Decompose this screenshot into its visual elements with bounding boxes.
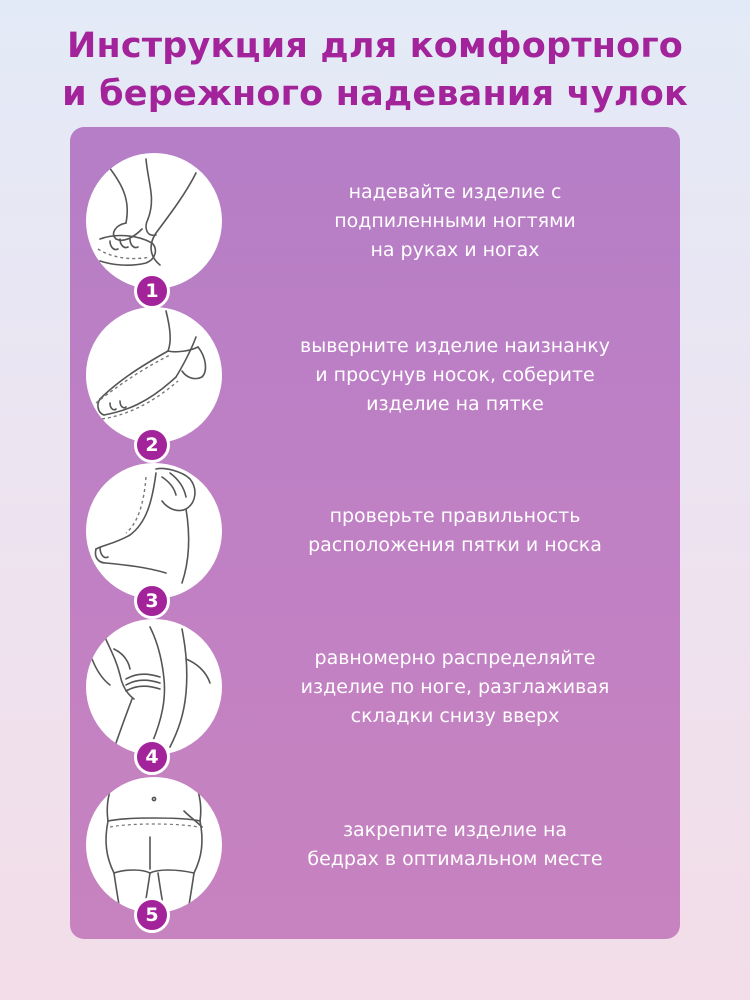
step-2-illustration <box>86 307 222 443</box>
step-3 <box>70 463 680 613</box>
step-1-number-badge: 1 <box>134 273 170 309</box>
step-1-illustration <box>86 153 222 289</box>
step-3-line-1: проверьте правильность <box>329 505 581 527</box>
step-4-number-badge: 4 <box>134 739 170 775</box>
step-4 <box>70 619 680 769</box>
step-1-line-1: надевайте изделие с <box>348 180 562 203</box>
step-2-number-badge: 2 <box>134 427 170 463</box>
step-2-description <box>242 307 668 443</box>
step-5-line-1: закрепите изделие на <box>342 819 568 841</box>
step-2-line-2: и просунув носок, соберите <box>315 363 595 386</box>
step-4-line-3: складки снизу вверх <box>350 704 560 727</box>
step-3-line-2: расположения пятки и носка <box>308 534 602 556</box>
instructions-panel <box>70 127 680 939</box>
step-2 <box>70 307 680 457</box>
step-3-description <box>242 463 668 599</box>
step-5-number-badge: 5 <box>134 897 170 933</box>
hips-fixing-icon <box>86 777 222 913</box>
step-5-illustration <box>86 777 222 913</box>
step-4-description <box>242 619 668 755</box>
inside-out-stocking-icon <box>86 307 222 443</box>
step-4-line-1: равномерно распределяйте <box>314 646 596 669</box>
step-3-number-badge: 3 <box>134 583 170 619</box>
step-5-description <box>242 777 668 913</box>
title-line-1: Инструкция для комфортного <box>66 26 684 66</box>
step-4-line-2: изделие по ноге, разглаживая <box>300 675 610 698</box>
fingers-on-toes-icon <box>86 153 222 289</box>
title-line-2: и бережного надевания чулок <box>62 74 688 114</box>
step-2-line-1: выверните изделие наизнанку <box>300 334 610 357</box>
step-1-description <box>242 153 668 289</box>
step-5-line-2: бедрах в оптимальном месте <box>307 848 603 870</box>
step-5 <box>70 777 680 927</box>
page-title <box>0 22 750 118</box>
step-1 <box>70 153 680 303</box>
heel-check-icon <box>86 463 222 599</box>
step-3-illustration <box>86 463 222 599</box>
step-2-line-3: изделие на пятке <box>366 392 544 415</box>
step-1-line-2: подпиленными ногтями <box>334 209 576 232</box>
smoothing-leg-icon <box>86 619 222 755</box>
step-4-illustration <box>86 619 222 755</box>
step-1-line-3: на руках и ногах <box>370 238 540 261</box>
